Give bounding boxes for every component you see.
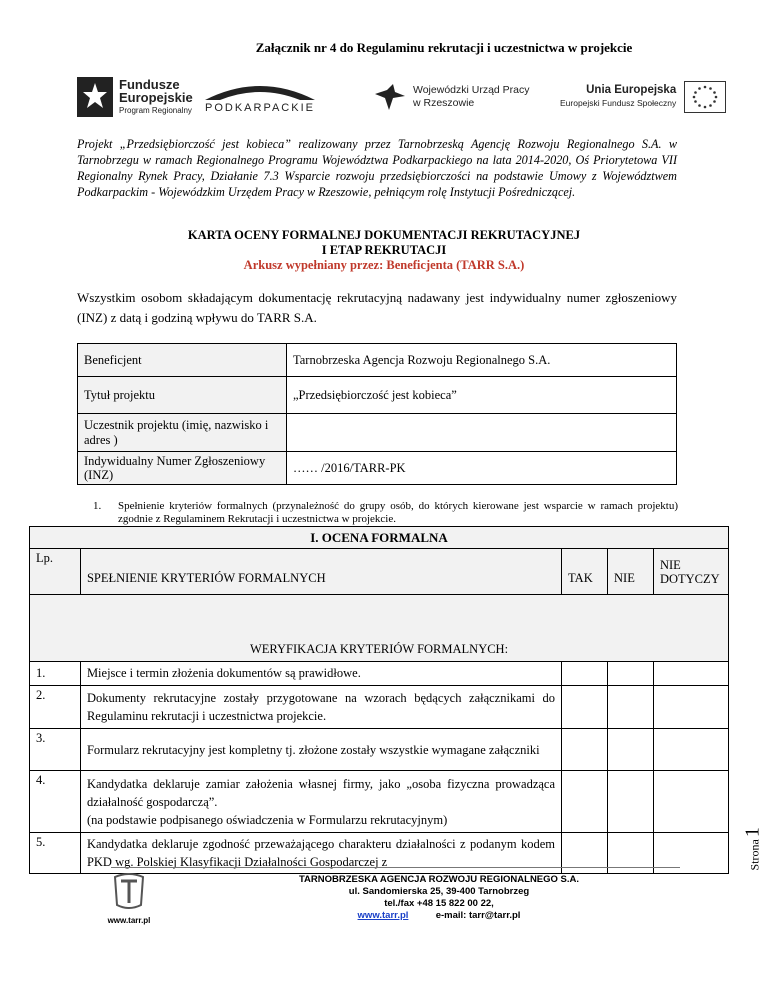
info-table	[77, 343, 677, 485]
cell-nie-dotyczy[interactable]	[653, 662, 728, 686]
footer-web-link[interactable]: www.tarr.pl	[357, 910, 409, 921]
card-title-line1: KARTA OCENY FORMALNEJ DOKUMENTACJI REKRUTACYJNEJ	[187, 228, 581, 242]
fe-line3: Program Regionalny	[119, 105, 192, 115]
col-tak: TAK	[562, 549, 608, 595]
row-text: Kandydatka deklaruje zgodność przeważającego charakteru działalności z podanym kodem PKD wg. Polskiej Klasyfikacji Działalności Gospodarczej z	[80, 833, 561, 874]
row-number: 4.	[30, 771, 81, 833]
inz-paragraph: Wszystkim osobom składającym dokumentację rekrutacyjną nadawany jest indywidualny numer zgłoszeniowy (INZ) z datą i godziną wpływu do TARR S.A.	[77, 290, 677, 325]
info-label: Uczestnik projektu (imię, nazwisko i adres )	[78, 414, 287, 452]
cell-nie-dotyczy[interactable]	[653, 686, 728, 729]
info-value: Tarnobrzeska Agencja Rozwoju Regionalnego S.A.	[287, 344, 677, 377]
section-title: I. OCENA FORMALNA	[30, 527, 729, 549]
info-row	[78, 414, 677, 452]
cell-tak[interactable]	[562, 771, 608, 833]
footer-contact	[0, 874, 768, 922]
cell-tak[interactable]	[562, 729, 608, 771]
table-row	[30, 729, 729, 771]
section-title-row	[30, 527, 729, 549]
logo-podkarpackie	[200, 72, 320, 122]
cell-nie-dotyczy[interactable]	[653, 771, 728, 833]
page-number-side	[738, 790, 768, 871]
row-text: Dokumenty rekrutacyjne zostały przygotowane na wzorach będących załącznikami do Regulaminu rekrutacji i uczestnictwa projekcie.	[80, 686, 561, 729]
row-number: 3.	[30, 729, 81, 771]
info-row	[78, 344, 677, 377]
podkarpackie-text: PODKARPACKIE	[205, 102, 315, 114]
table-row	[30, 686, 729, 729]
info-value: „Przedsiębiorczość jest kobieca”	[287, 377, 677, 414]
ue-line1: Unia Europejska	[586, 84, 677, 96]
info-label: Beneficjent	[78, 344, 287, 377]
row-text: Formularz rekrutacyjny jest kompletny tj. złożone zostały wszystkie wymagane załączniki	[80, 729, 561, 771]
cell-nie[interactable]	[608, 729, 654, 771]
info-row	[78, 377, 677, 414]
criteria-note-number: 1.	[93, 500, 102, 512]
info-label: Indywidualny Numer Zgłoszeniowy (INZ)	[78, 452, 287, 485]
logo-wup	[373, 72, 530, 122]
footer-email: e-mail: tarr@tarr.pl	[435, 910, 521, 921]
verification-row	[30, 595, 729, 662]
info-row	[78, 452, 677, 485]
col-criteria: SPEŁNIENIE KRYTERIÓW FORMALNYCH	[80, 549, 561, 595]
col-lp: Lp.	[30, 549, 81, 595]
fe-line2: Europejskie	[119, 89, 193, 105]
wup-bird-icon	[373, 82, 407, 112]
row-number: 5.	[30, 833, 81, 874]
logo-unia-europejska	[560, 72, 726, 122]
verification-label: WERYFIKACJA KRYTERIÓW FORMALNYCH:	[30, 595, 729, 662]
table-row	[30, 771, 729, 833]
project-intro: Projekt „Przedsiębiorczość jest kobieca” realizowany przez Tarnobrzeską Agencję Rozwoju Regionalnego S.A. w Tarnobrzegu w ramach Regionalnego Programu Województwa Podkarpackiego na lata 2014-2020, Oś Priorytetowa VII Regionalny Rynek Pracy, Działanie 7.3 Wsparcie rozwoju przedsiębiorczości na podstawie Umowy z Województwem Podkarpackim - Wojewódzkim Urzędem Pracy w Rzeszowie, pełniącym rolę Instytucji Pośredniczącej.	[77, 137, 677, 199]
wup-line2: w Rzeszowie	[413, 97, 475, 109]
podkarpackie-road-icon	[200, 80, 320, 102]
tarr-logo-text: www.tarr.pl	[107, 916, 151, 925]
cell-nie[interactable]	[608, 662, 654, 686]
card-title-line3: Arkusz wypełniany przez: Beneficjenta (TARR S.A.)	[243, 258, 525, 272]
row-number: 1.	[30, 662, 81, 686]
col-nie-dotyczy: NIE DOTYCZY	[653, 549, 728, 595]
row-text: Miejsce i termin złożenia dokumentów są prawidłowe.	[80, 662, 561, 686]
cell-nie[interactable]	[608, 686, 654, 729]
footer-divider	[111, 867, 680, 868]
criteria-note-text: Spełnienie kryteriów formalnych (przynależność do grupy osób, do których kierowane jest wsparcie w ramach projektu) zgodnie z Regulaminem Rekrutacji i uczestnictwa w projekcie.	[118, 500, 678, 525]
column-header-row	[30, 549, 729, 595]
cell-tak[interactable]	[562, 686, 608, 729]
page-number: 1	[741, 827, 764, 838]
card-title-line2: I ETAP REKRUTACJI	[321, 243, 447, 257]
info-value-inz[interactable]: …… /2016/TARR-PK	[287, 452, 677, 485]
footer-phone: tel./fax +48 15 822 00 22,	[384, 898, 494, 909]
row-number: 2.	[30, 686, 81, 729]
fe-star-icon	[77, 77, 113, 117]
fe-line1: Fundusze	[119, 76, 180, 92]
info-value-participant[interactable]	[287, 414, 677, 452]
cell-nie-dotyczy[interactable]	[653, 729, 728, 771]
logo-fundusze-europejskie	[77, 72, 193, 122]
page-label: Strona	[747, 839, 762, 871]
col-nie: NIE	[608, 549, 654, 595]
row-text-note: (na podstawie podpisanego oświadczenia w Formularzu rekrutacyjnym)	[86, 812, 448, 827]
footer-org: TARNOBRZESKA AGENCJA ROZWOJU REGIONALNEGO S.A.	[298, 874, 580, 885]
table-row	[30, 662, 729, 686]
formal-assessment-table	[29, 526, 729, 874]
wup-line1: Wojewódzki Urząd Pracy	[413, 84, 530, 96]
cell-nie[interactable]	[608, 771, 654, 833]
row-text-main: Kandydatka deklaruje zamiar założenia własnej firmy, jako „osoba fizyczna prowadząca działalność gospodarczą”.	[86, 776, 556, 809]
ue-line2: Europejski Fundusz Społeczny	[560, 98, 677, 108]
eu-flag-icon	[684, 81, 726, 113]
row-text	[80, 771, 561, 833]
page-header-title: Załącznik nr 4 do Regulaminu rekrutacji i uczestnictwa w projekcie	[255, 40, 633, 55]
info-label: Tytuł projektu	[78, 377, 287, 414]
footer-address: ul. Sandomierska 25, 39-400 Tarnobrzeg	[348, 886, 530, 897]
card-title	[0, 228, 768, 273]
cell-tak[interactable]	[562, 662, 608, 686]
